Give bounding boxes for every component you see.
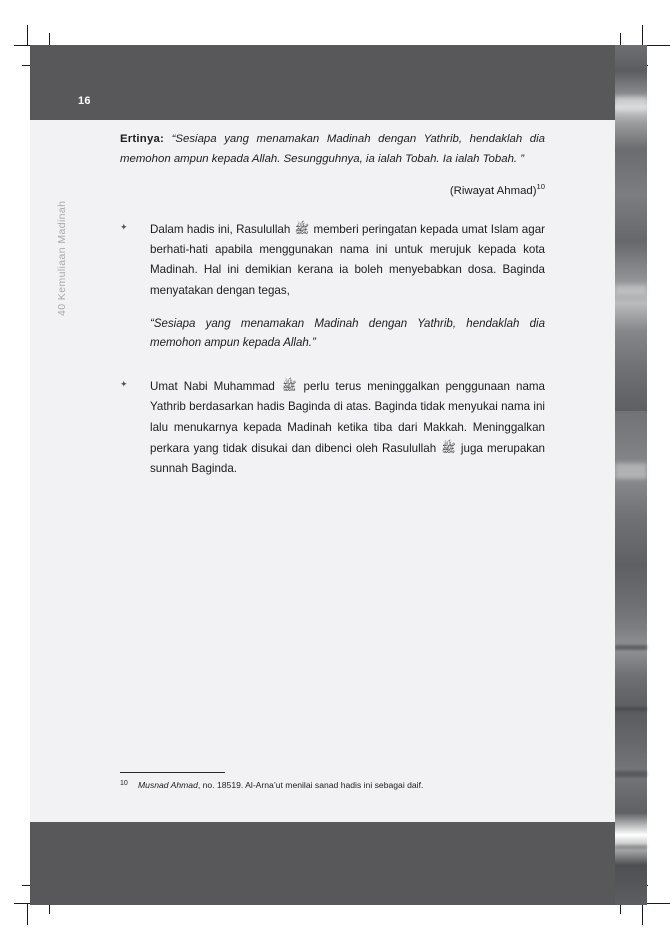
hadith-attribution [120, 182, 545, 197]
bullet-item-2 [120, 376, 545, 479]
bullet-2-text-before-saw: Umat Nabi Muhammad [150, 380, 281, 394]
footnote-separator-rule [120, 772, 225, 773]
bullet-1-text-after-saw: memberi peringatan kepada umat Islam agar berhati-hati apabila menggunakan nama ini untuk merujuk kepada kota Madinah. Hal ini demikian kerana ia boleh menyebabkan dosa. Baginda menyatakan dengan tegas, [150, 223, 546, 297]
footnote-line [120, 779, 550, 792]
inline-quote: “Sesiapa yang menamakan Madinah dengan Yathrib, hendaklah dia memohon ampun kepada Allah.” [150, 317, 545, 350]
sallallahu-alayhi-wasallam-icon: ﷺ [294, 222, 310, 237]
footnote-area [120, 772, 550, 792]
footnote-body [138, 779, 423, 792]
hadith-quote-lead-label: Ertinya: [120, 133, 165, 145]
hadith-quote-text: “Sesiapa yang menamakan Madinah dengan Yathrib, hendaklah dia memohon ampun kepada Allah. Sesungguhnya, ia ialah Tobah. Ia ialah Tobah. ” [120, 133, 545, 165]
bullet-1-text-before-saw: Dalam hadis ini, Rasulullah [150, 223, 294, 237]
cropmark-bottom-left-vertical [27, 903, 28, 925]
bullet-text-2 [150, 376, 545, 479]
cropmark-top-right-vertical [642, 25, 643, 46]
footnote-source-title: Musnad Ahmad [138, 780, 198, 791]
footnote-rest: , no. 18519. Al-Arna’ut menilai sanad hadis ini sebagai daif. [197, 780, 424, 791]
hadith-quote-block [120, 130, 545, 169]
sallallahu-alayhi-wasallam-icon: ﷺ [281, 379, 297, 394]
bullet-item-1 [120, 219, 545, 301]
cropmark-top-left-vertical [27, 25, 28, 46]
page-sheet [30, 45, 615, 905]
running-head: 40 Kemuliaan Madinah [56, 200, 68, 316]
sallallahu-alayhi-wasallam-icon: ﷺ [441, 440, 456, 455]
page-number: 16 [78, 95, 91, 107]
footer-band [30, 822, 615, 905]
cropmark-bottom-right-vertical [642, 903, 643, 925]
hadith-attribution-footnote-marker: 10 [536, 182, 545, 192]
bullet-text-1 [150, 219, 545, 301]
header-band [30, 45, 615, 120]
footnote-marker: 10 [120, 780, 128, 788]
bullet-marker-icon: ✦ [120, 379, 128, 390]
bullet-2-text-tail: juga merupakan sunnah Baginda. [150, 441, 545, 475]
main-content [120, 130, 545, 479]
bullet-marker-icon: ✦ [120, 222, 128, 233]
sky-and-sea-photo-strip [615, 45, 647, 905]
bullet-2-text-after-saw: perlu terus meninggalkan penggunaan nama Yathrib berdasarkan hadis Baginda di atas. Baginda tidak menyukai nama ini lalu menukarnya kepada Madinah ketika tiba dari Makkah. Meninggalkan perkara yang tidak disukai dan dibenci oleh Rasulullah [150, 380, 545, 455]
hadith-attribution-text: (Riwayat Ahmad) [449, 185, 537, 198]
